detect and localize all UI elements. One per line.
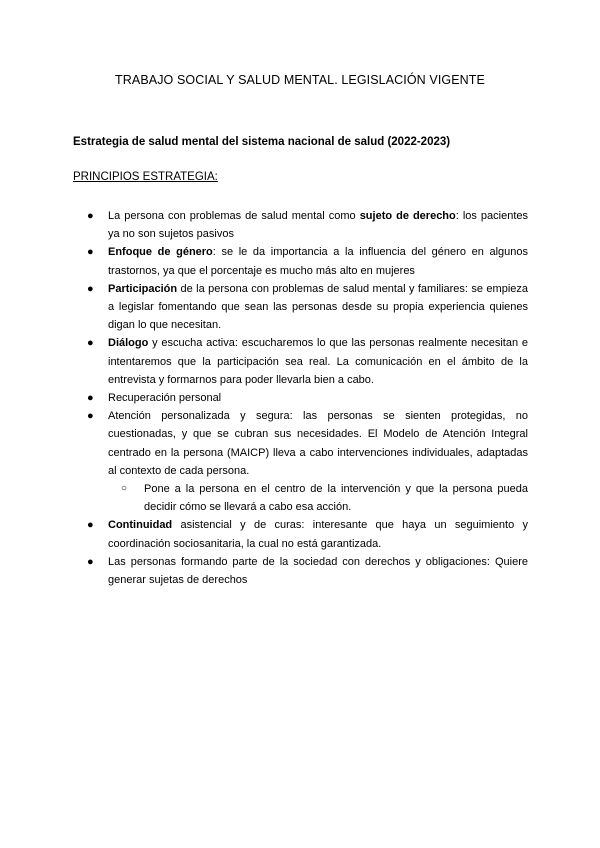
bullet-icon: ● xyxy=(87,519,94,532)
bullet-icon: ● xyxy=(87,392,94,405)
bullet-icon: ● xyxy=(87,210,94,222)
list-item: ● La persona con problemas de salud mental como sujeto de derecho: los pacientes ya no son sujetos pasivos xyxy=(81,207,528,243)
list-item: ● Diálogo y escucha activa: escucharemos lo que las personas realmente necesitan e intentaremos que la participación sea real. La comunicación en el ámbito de la entrevista y formarnos para poder llevarla bien a cabo. xyxy=(81,334,528,389)
document-title: TRABAJO SOCIAL Y SALUD MENTAL. LEGISLACIÓN VIGENTE xyxy=(115,73,485,87)
list-item: ● Atención personalizada y segura: las personas se sienten protegidas, no cuestionadas, y que se cubran sus necesidades. El Modelo de Atención Integral centrado en la persona (MAICP) lleva a cabo intervenciones individuales, adaptadas al contexto de cada persona. ○ Pone a la persona en el centro de la intervención y que la persona pueda decidir cómo se llevará a cabo esa acción. xyxy=(81,407,528,516)
bullet-icon: ● xyxy=(87,410,94,423)
section-heading: PRINCIPIOS ESTRATEGIA: xyxy=(73,171,218,183)
principles-list xyxy=(81,207,528,589)
list-item: ● Continuidad asistencial y de curas: interesante que haya un seguimiento y coordinación sociosanitaria, la cual no está garantizada. xyxy=(81,516,528,552)
bullet-icon: ● xyxy=(87,555,94,568)
list-item: ● Participación de la persona con problemas de salud mental y familiares: se empieza a legislar fomentando que sean las personas desde su propia experiencia quienes digan lo que necesitan. xyxy=(81,280,528,335)
document-subtitle: Estrategia de salud mental del sistema nacional de salud (2022-2023) xyxy=(73,136,451,148)
list-item: ● Las personas formando parte de la sociedad con derechos y obligaciones: Quiere generar sujetas de derechos xyxy=(81,553,528,589)
bullet-icon: ● xyxy=(87,337,94,350)
sub-list xyxy=(108,480,528,516)
hollow-bullet-icon: ○ xyxy=(121,483,128,495)
bullet-icon: ● xyxy=(87,246,94,259)
list-item: ● Recuperación personal xyxy=(81,389,528,407)
list-item: ● Enfoque de género: se le da importancia a la influencia del género en algunos trastornos, ya que el porcentaje es mucho más alto en mujeres xyxy=(81,243,528,279)
sub-list-item: ○ Pone a la persona en el centro de la intervención y que la persona pueda decidir cómo se llevará a cabo esa acción. xyxy=(108,480,528,516)
bullet-icon: ● xyxy=(87,282,94,295)
